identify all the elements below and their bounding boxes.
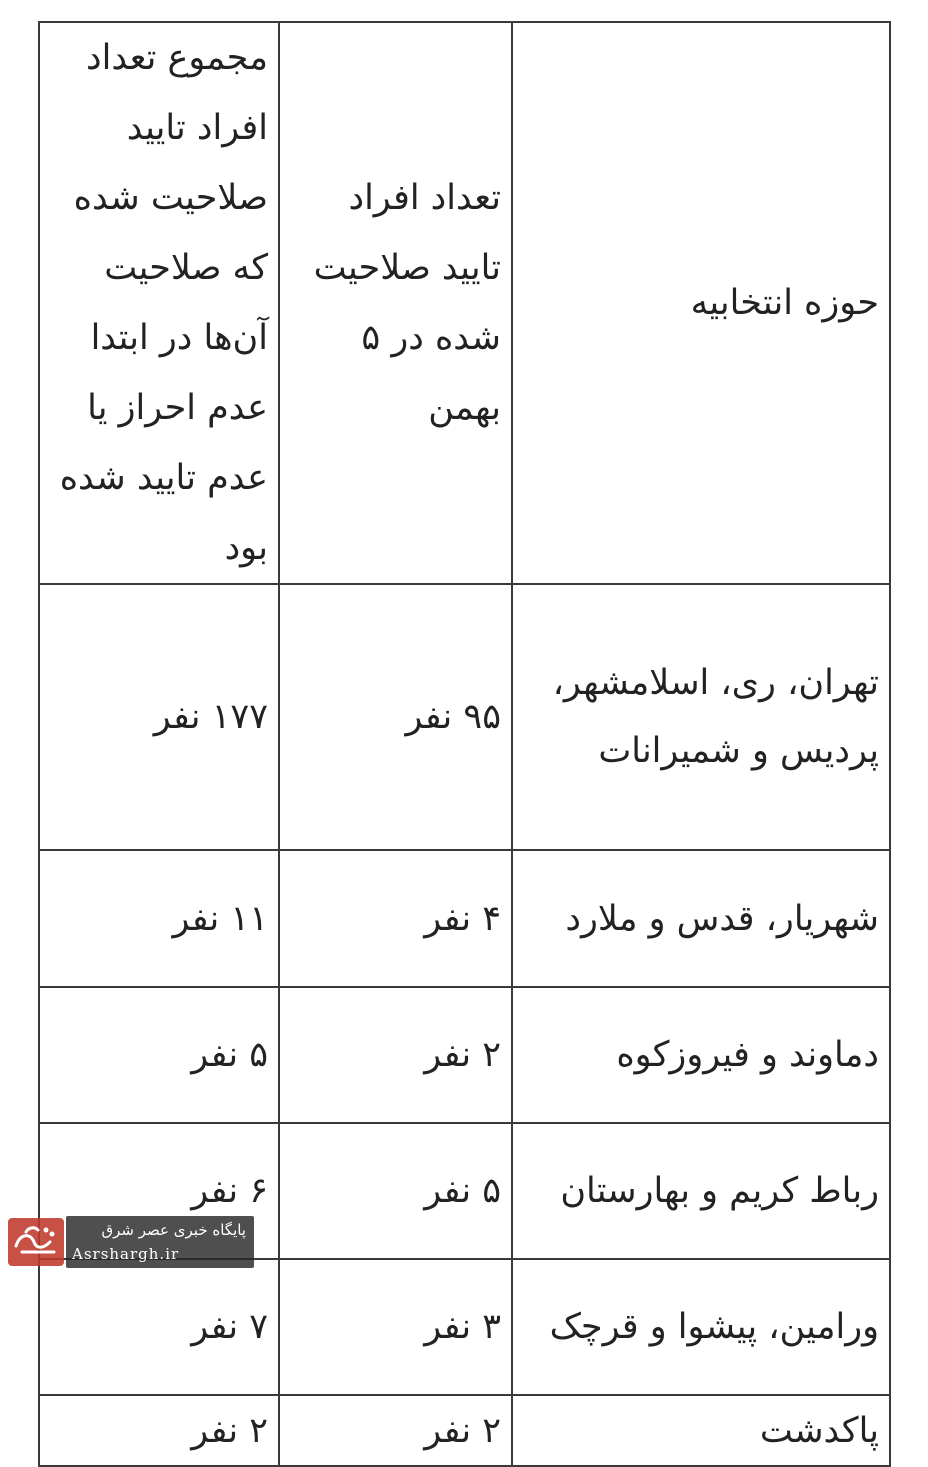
cell-district: رباط کریم و بهارستان: [512, 1123, 890, 1259]
cell-total: ۵ نفر: [39, 987, 279, 1123]
cell-approved-feb5: ۳ نفر: [279, 1259, 512, 1395]
news-agency-watermark: [4, 1210, 256, 1274]
cell-total: ۱۷۷ نفر: [39, 584, 279, 850]
table-row: [39, 1395, 890, 1466]
table-row: [39, 1259, 890, 1395]
header-total-approved: مجموع تعداد افراد تایید صلاحیت شده که صلاحیت آن‌ها در ابتدا عدم احراز یا عدم تایید شده بود: [39, 22, 279, 584]
asrshargh-logo: [6, 1212, 66, 1272]
header-approved-feb5: تعداد افراد تایید صلاحیت شده در ۵ بهمن: [279, 22, 512, 584]
table-row: [39, 850, 890, 987]
watermark-title: پایگاه خبری عصر شرق: [101, 1221, 246, 1239]
cell-district: شهریار، قدس و ملارد: [512, 850, 890, 987]
table-row: [39, 584, 890, 850]
watermark-box: [66, 1216, 254, 1268]
cell-approved-feb5: ۲ نفر: [279, 987, 512, 1123]
cell-total: ۱۱ نفر: [39, 850, 279, 987]
cell-total: ۶ نفر: [39, 1123, 279, 1259]
cell-district: تهران، ری، اسلامشهر، پردیس و شمیرانات: [512, 584, 890, 850]
table-row: [39, 987, 890, 1123]
cell-total: ۲ نفر: [39, 1395, 279, 1466]
cell-approved-feb5: ۲ نفر: [279, 1395, 512, 1466]
cell-approved-feb5: ۵ نفر: [279, 1123, 512, 1259]
cell-district: دماوند و فیروزکوه: [512, 987, 890, 1123]
cell-district: پاکدشت: [512, 1395, 890, 1466]
cell-district: ورامین، پیشوا و قرچک: [512, 1259, 890, 1395]
cell-approved-feb5: ۴ نفر: [279, 850, 512, 987]
watermark-url: Asrshargh.ir: [72, 1245, 180, 1263]
table-header-row: [39, 22, 890, 584]
cell-approved-feb5: ۹۵ نفر: [279, 584, 512, 850]
header-district: حوزه انتخابیه: [512, 22, 890, 584]
election-table-container: [38, 21, 889, 1451]
cell-total: ۷ نفر: [39, 1259, 279, 1395]
